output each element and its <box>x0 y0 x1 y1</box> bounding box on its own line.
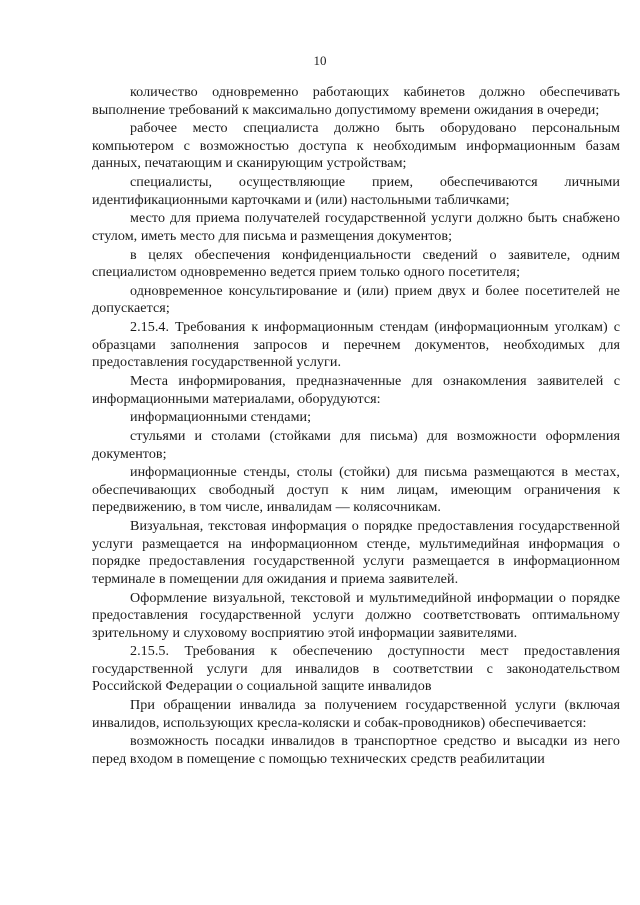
paragraph-info-places: Места информирования, предназначенные для ознакомления заявителей с информационными материалами, оборудуются: <box>92 373 620 407</box>
paragraph-id-cards: специалисты, осуществляющие прием, обеспечиваются личными идентификационными карточками и (или) настольными табличками; <box>92 174 620 208</box>
paragraph-info-stands: информационными стендами; <box>130 409 312 426</box>
paragraph-boarding-assistance: возможность посадки инвалидов в транспортное средство и высадки из него перед входом в помещение с помощью технических средств реабилитации <box>92 733 620 767</box>
page-number: 10 <box>313 53 327 68</box>
document-body <box>92 84 620 770</box>
paragraph-confidentiality: в целях обеспечения конфиденциальности сведений о заявителе, одним специалистом одновременно ведется прием только одного посетителя; <box>92 246 620 281</box>
paragraph-chairs-tables: стульями и столами (стойками для письма) для возможности оформления документов; <box>92 428 620 462</box>
paragraph-visual-info: Визуальная, текстовая информация о порядке предоставления государственной услуги размещается на информационном стенде, мультимедийная информация о порядке предоставления государственной услуги размещается в информационном терминале в помещении для ожидания и приема заявителей. <box>92 518 620 587</box>
paragraph-reception-seat: место для приема получателей государственной услуги должно быть снабжено стулом, иметь место для письма и размещения документов; <box>92 210 620 244</box>
paragraph-disabled-request: При обращении инвалида за получением государственной услуги (включая инвалидов, использующих кресла-коляски и собак-проводников) обеспечивается: <box>92 697 620 731</box>
paragraph-section-2-15-5: 2.15.5. Требования к обеспечению доступности мест предоставления государственной услуги для инвалидов в соответствии с законодательством Российской Федерации о социальной защите инвалидов <box>92 643 620 695</box>
paragraph-stands-placement: информационные стенды, столы (стойки) для письма размещаются в местах, обеспечивающих свободный доступ к ним лицам, имеющим ограничения к передвижению, в том числе, инвалидам — колясочникам. <box>92 464 620 516</box>
paragraph-simultaneous-consulting: одновременное консультирование и (или) прием двух и более посетителей не допускается; <box>92 282 620 317</box>
paragraph-workplace-computer: рабочее место специалиста должно быть оборудовано персональным компьютером с возможностью доступа к необходимым информационным базам данных, печатающим и сканирующим устройствам; <box>92 120 620 172</box>
paragraph-offices-count: количество одновременно работающих кабинетов должно обеспечивать выполнение требований к максимально допустимому времени ожидания в очереди; <box>92 84 620 118</box>
paragraph-section-2-15-4: 2.15.4. Требования к информационным стендам (информационным уголкам) с образцами заполнения запросов и перечнем документов, необходимых для предоставления государственной услуги. <box>92 319 620 371</box>
paragraph-info-design: Оформление визуальной, текстовой и мультимедийной информации о порядке предоставления государственной услуги должно соответствовать оптимальному зрительному и слуховому восприятию этой информации заявителями. <box>92 589 620 641</box>
